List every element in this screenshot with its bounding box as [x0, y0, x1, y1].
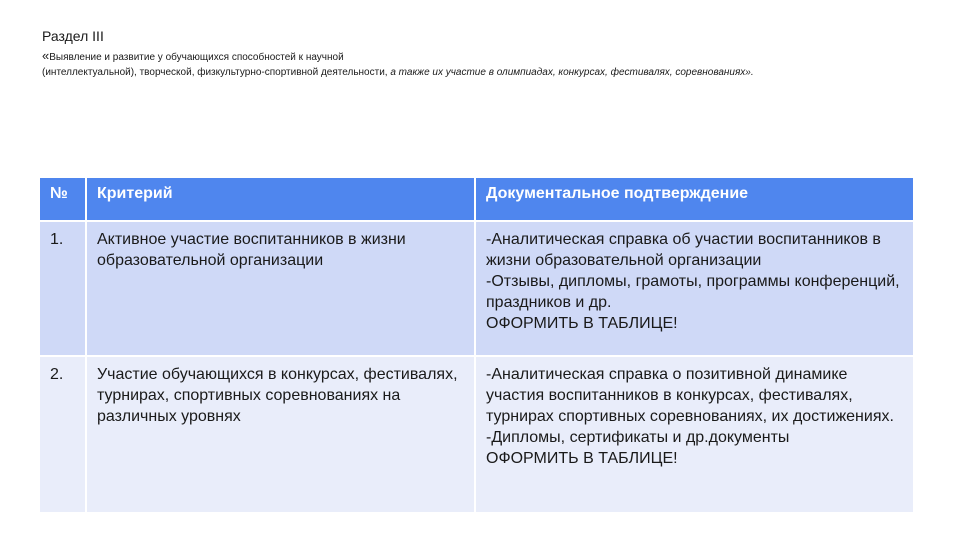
row-number: 2.	[39, 356, 86, 513]
row-number: 1.	[39, 221, 86, 356]
doc-instruction: ОФОРМИТЬ В ТАБЛИЦЕ!	[486, 315, 678, 332]
column-header-number: №	[39, 177, 86, 221]
section-subtitle	[42, 48, 922, 80]
row-criterion: Участие обучающихся в конкурсах, фестивалях, турнирах, спортивных соревнованиях на различных уровнях	[86, 356, 475, 513]
subtitle-line-2-italic: а также их участие в олимпиадах, конкурсах, фестивалях, соревнованиях».	[390, 67, 754, 78]
subtitle-line-2: (интеллектуальной), творческой, физкультурно-спортивной деятельности,	[42, 67, 391, 78]
table-row	[39, 356, 914, 513]
doc-line: -Отзывы, дипломы, грамоты, программы конференций, праздников и др.	[486, 273, 900, 311]
subtitle-line-1: Выявление и развитие у обучающихся способностей к научной	[49, 52, 344, 63]
column-header-criterion: Критерий	[86, 177, 475, 221]
row-criterion: Активное участие воспитанников в жизни образовательной организации	[86, 221, 475, 356]
slide-header	[42, 28, 922, 80]
doc-line: -Дипломы, сертификаты и др.документы	[486, 429, 790, 446]
criteria-table	[38, 176, 915, 514]
column-header-documents: Документальное подтверждение	[475, 177, 914, 221]
doc-instruction: ОФОРМИТЬ В ТАБЛИЦЕ!	[486, 450, 678, 467]
doc-line: -Аналитическая справка о позитивной динамике участия воспитанников в конкурсах, фестивалях, турнирах спортивных соревнованиях, их достижениях.	[486, 366, 894, 425]
row-documents	[475, 221, 914, 356]
section-title: Раздел III	[42, 28, 104, 44]
quote-mark: «	[42, 48, 50, 63]
row-documents	[475, 356, 914, 513]
table-row	[39, 221, 914, 356]
doc-line: -Аналитическая справка об участии воспитанников в жизни образовательной организации	[486, 231, 881, 269]
table-header-row	[39, 177, 914, 221]
